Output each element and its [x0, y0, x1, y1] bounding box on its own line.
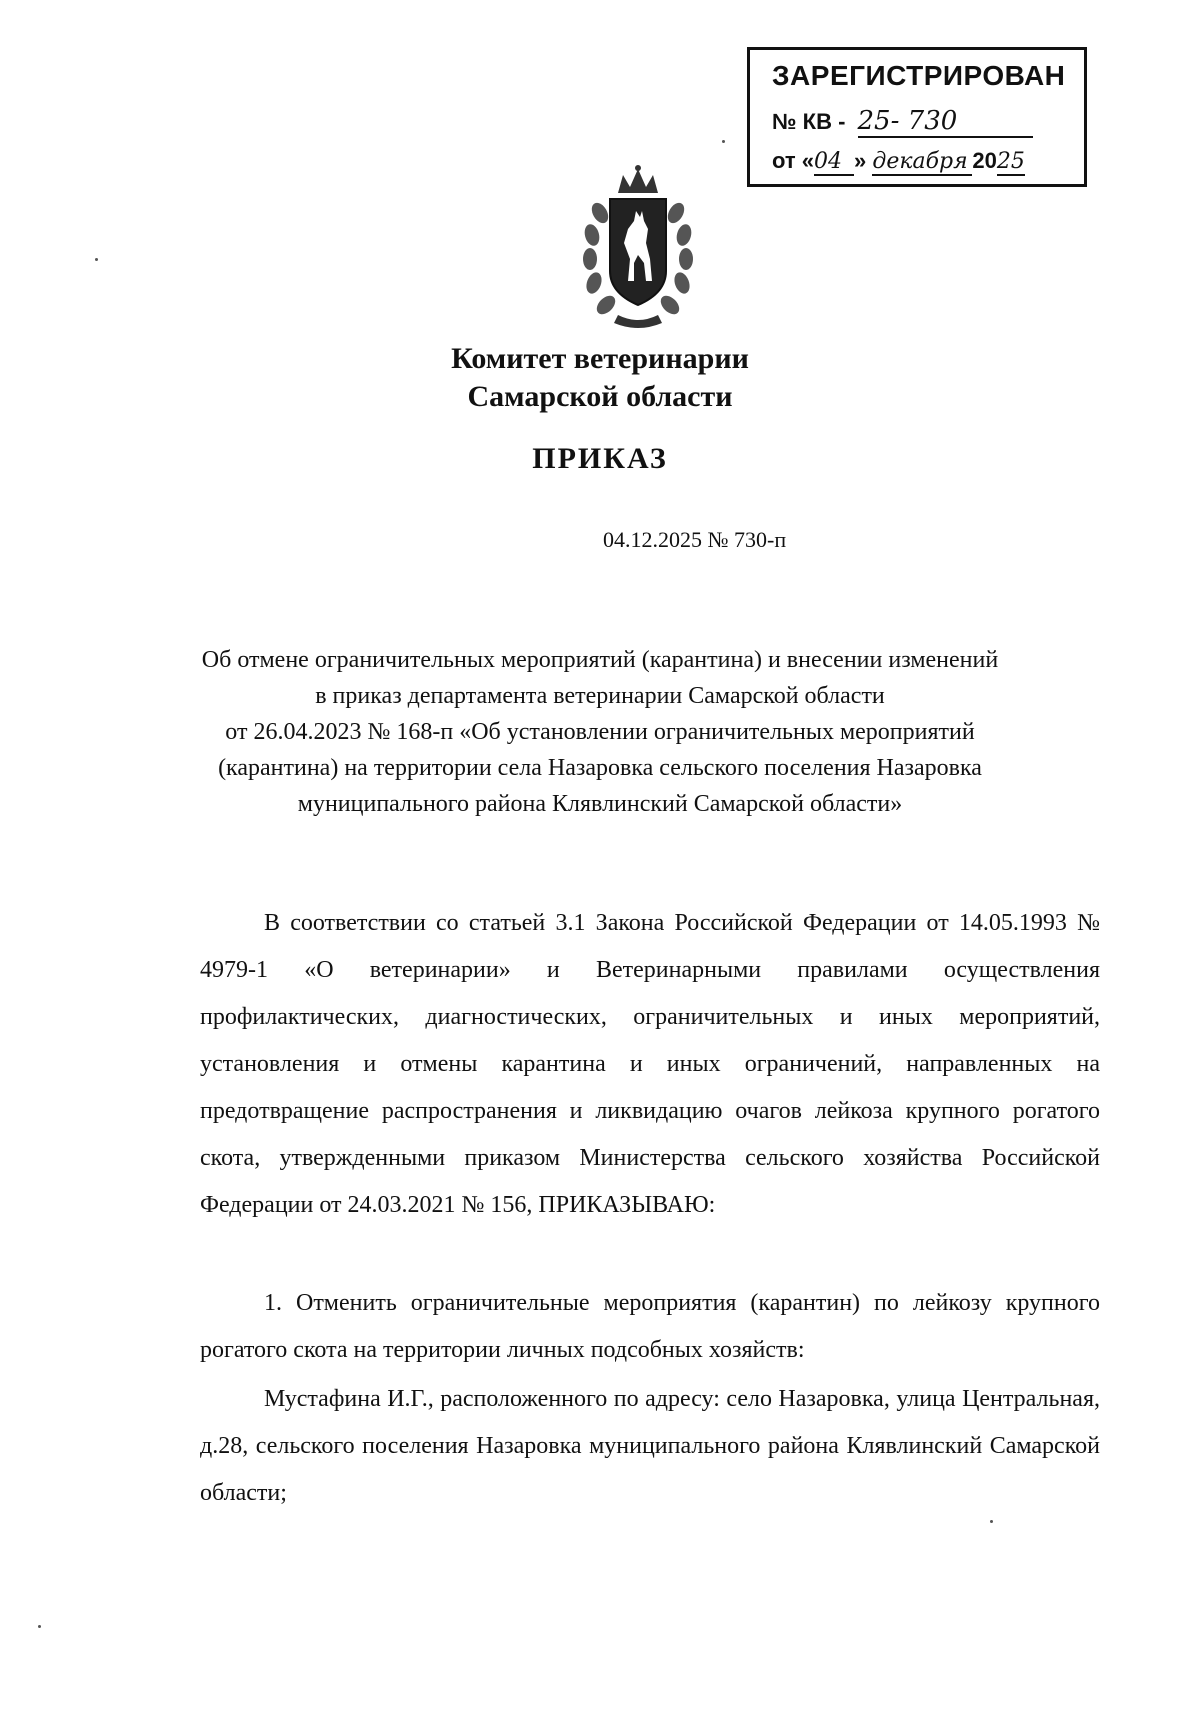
stamp-number-prefix: № КВ - [772, 109, 846, 134]
document-type: ПРИКАЗ [532, 442, 668, 475]
subject-line-1: Об отмене ограничительных мероприятий (карантина) и внесении изменений [201, 647, 999, 673]
stamp-year-handwritten: 25 [996, 149, 1025, 174]
stamp-day: 04 [814, 149, 843, 174]
organization-line-1: Комитет ветеринарии [451, 342, 749, 375]
organization-line-2: Самарской области [467, 380, 733, 413]
stamp-year-line [997, 148, 1025, 176]
document-date-number: 04.12.2025 № 730-п [603, 527, 787, 552]
stamp-number-row [772, 106, 1033, 138]
stamp-date-prefix: от « [772, 148, 815, 173]
stamp-date-row [772, 148, 1025, 176]
body-paragraph-1: В соответствии со статьей 3.1 Закона Российской Федерации от 14.05.1993 № 4979-1 «О ветеринарии» и Ветеринарными правилами осуществления профилактических, диагностических, ограничительных и иных мероприятий, установления и отмены карантина и иных ограничений, направленных на предотвращение распространения и ликвидацию очагов лейкоза крупного рогатого скота, утвержденными приказом Министерства сельского хозяйства Российской Федерации от 24.03.2021 № 156, ПРИКАЗЫВАЮ: [200, 910, 1100, 1218]
stamp-number-line [858, 106, 1033, 138]
body-paragraph-2: 1. Отменить ограничительные мероприятия (карантин) по лейкозу крупного рогатого скота на территории личных подсобных хозяйств: [200, 1290, 1100, 1363]
stamp-month: декабря [872, 149, 968, 174]
scan-speck [38, 1625, 41, 1628]
scan-speck [95, 258, 98, 261]
document-subject [150, 642, 1050, 822]
stamp-number-value: 25- 730 [857, 106, 958, 136]
stamp-year-printed: 20 [972, 148, 997, 173]
organization-name [0, 340, 1200, 416]
registration-stamp [747, 47, 1087, 187]
coat-of-arms-icon [578, 163, 698, 333]
subject-line-3: от 26.04.2023 № 168-п «Об установлении ограничительных мероприятий [225, 719, 975, 745]
body-paragraph-3: Мустафина И.Г., расположенного по адресу: село Назаровка, улица Центральная, д.28, сельского поселения Назаровка муниципального района Клявлинский Самарской области; [200, 1386, 1100, 1506]
subject-line-4: (карантина) на территории села Назаровка сельского поселения Назаровка [218, 755, 982, 781]
stamp-title: ЗАРЕГИСТРИРОВАН [772, 60, 1066, 91]
scan-speck [990, 1520, 993, 1523]
stamp-month-line [872, 148, 972, 176]
scan-speck [722, 140, 725, 143]
subject-line-5: муниципального района Клявлинский Самарской области» [297, 791, 903, 817]
stamp-day-line [814, 148, 854, 176]
stamp-date-mid: » [854, 148, 867, 173]
subject-line-2: в приказ департамента ветеринарии Самарской области [315, 683, 885, 709]
